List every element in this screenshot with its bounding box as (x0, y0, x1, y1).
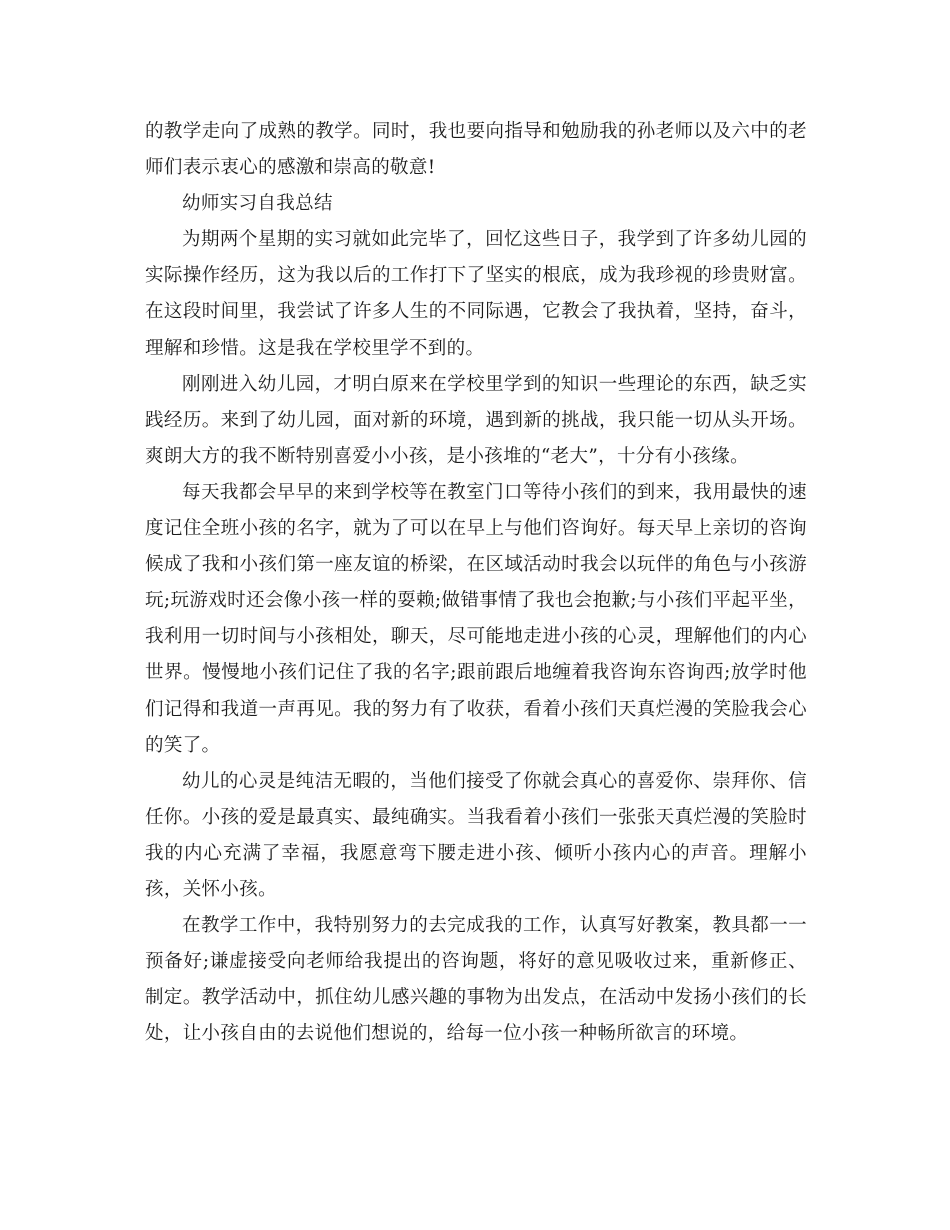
paragraph: 幼儿的心灵是纯洁无暇的，当他们接受了你就会真心的喜爱你、崇拜你、信任你。小孩的爱是最真实、最纯确实。当我看着小孩们一张张天真烂漫的笑脸时我的内心充满了幸福，我愿意弯下腰走进小孩、倾听小孩内心的声音。理解小孩，关怀小孩。 (145, 770, 807, 900)
paragraph: 在教学工作中，我特别努力的去完成我的工作，认真写好教案，教具都一一预备好;谦虚接受向老师给我提出的咨询题，将好的意见吸收过来，重新修正、制定。教学活动中，抓住幼儿感兴趣的事物为出发点，在活动中发扬小孩们的长处，让小孩自由的去说他们想说的，给每一位小孩一种畅所欲言的环境。 (145, 915, 807, 1045)
paragraph: 刚刚进入幼儿园，才明白原来在学校里学到的知识一些理论的东西，缺乏实践经历。来到了幼儿园，面对新的环境，遇到新的挑战，我只能一切从头开场。爽朗大方的我不断特别喜爱小小孩，是小孩堆的“老大”，十分有小孩缘。 (145, 373, 807, 467)
paragraph-continuation: 的教学走向了成熟的教学。同时，我也要向指导和勉励我的孙老师以及六中的老师们表示衷心的感激和崇高的敬意! (145, 121, 807, 179)
paragraph: 为期两个星期的实习就如此完毕了，回忆这些日子，我学到了许多幼儿园的实际操作经历，这为我以后的工作打下了坚实的根底，成为我珍视的珍贵财富。在这段时间里，我尝试了许多人生的不同际遇，它教会了我执着，坚持，奋斗，理解和珍惜。这是我在学校里学不到的。 (145, 229, 807, 359)
document-body (145, 114, 807, 1052)
paragraph: 每天我都会早早的来到学校等在教室门口等待小孩们的到来，我用最快的速度记住全班小孩的名字，就为了可以在早上与他们咨询好。每天早上亲切的咨询候成了我和小孩们第一座友谊的桥梁，在区域活动时我会以玩伴的角色与小孩游玩;玩游戏时还会像小孩一样的耍赖;做错事情了我也会抱歉;与小孩们平起平坐，我利用一切时间与小孩相处，聊天，尽可能地走进小孩的心灵，理解他们的内心世界。慢慢地小孩们记住了我的名字;跟前跟后地缠着我咨询东咨询西;放学时他们记得和我道一声再见。我的努力有了收获，看着小孩们天真烂漫的笑脸我会心的笑了。 (145, 481, 807, 756)
section-heading: 幼师实习自我总结 (182, 193, 333, 215)
